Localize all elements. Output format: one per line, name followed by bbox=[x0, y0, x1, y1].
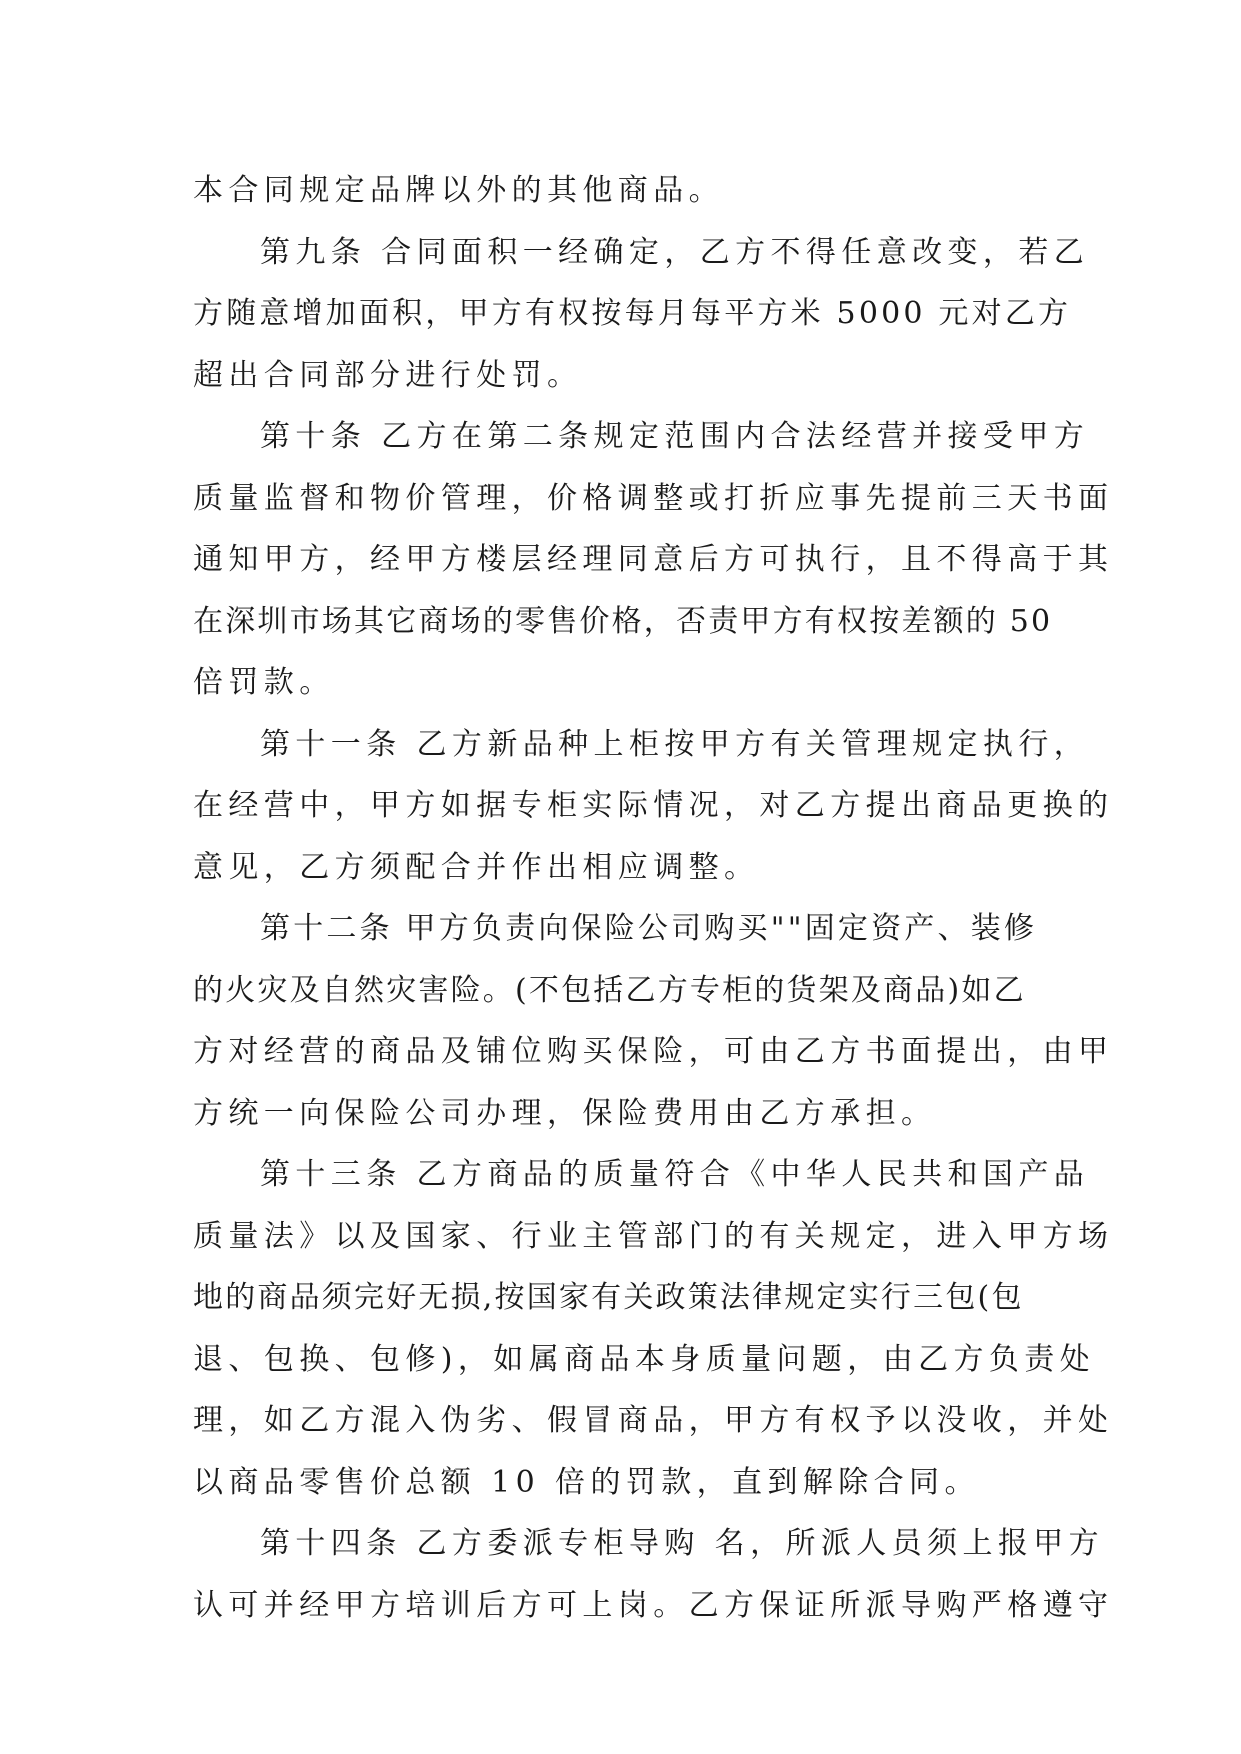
document-body bbox=[193, 160, 1114, 1636]
text-line: 意见，乙方须配合并作出相应调整。 bbox=[193, 849, 760, 885]
text-line: 理，如乙方混入伪劣、假冒商品，甲方有权予以没收，并处 bbox=[193, 1403, 1114, 1438]
article-11-heading-line: 第十一条 乙方新品种上柜按甲方有关管理规定执行， bbox=[260, 726, 1090, 762]
text-line: 质量监督和物价管理，价格调整或打折应事先提前三天书面 bbox=[193, 480, 1114, 516]
text-line: 退、包换、包修)，如属商品本身质量问题，由乙方负责处 bbox=[193, 1341, 1096, 1377]
article-10-heading-line: 第十条 乙方在第二条规定范围内合法经营并接受甲方 bbox=[260, 419, 1090, 454]
text-line: 方对经营的商品及铺位购买保险，可由乙方书面提出，由甲 bbox=[193, 1034, 1114, 1069]
article-14-heading-line: 第十四条 乙方委派专柜导购 名，所派人员须上报甲方 bbox=[260, 1526, 1105, 1561]
article-13-heading-line: 第十三条 乙方商品的质量符合《中华人民共和国产品 bbox=[260, 1157, 1090, 1192]
text-line: 在深圳市场其它商场的零售价格，否责甲方有权按差额的 50 bbox=[193, 603, 1053, 639]
text-line: 倍罚款。 bbox=[193, 665, 335, 700]
text-line: 本合同规定品牌以外的其他商品。 bbox=[193, 173, 724, 208]
article-12-heading-line: 第十二条 甲方负责向保险公司购买""固定资产、装修 bbox=[260, 911, 1038, 946]
text-line: 认可并经甲方培训后方可上岗。乙方保证所派导购严格遵守 bbox=[193, 1587, 1114, 1623]
text-line: 以商品零售价总额 10 倍的罚款，直到解除合同。 bbox=[193, 1464, 980, 1500]
text-line: 地的商品须完好无损,按国家有关政策法律规定实行三包(包 bbox=[193, 1280, 1024, 1315]
article-9-heading-line: 第九条 合同面积一经确定，乙方不得任意改变，若乙 bbox=[260, 234, 1090, 270]
text-line: 方统一向保险公司办理，保险费用由乙方承担。 bbox=[193, 1095, 937, 1131]
text-line: 方随意增加面积，甲方有权按每月每平方米 5000 元对乙方 bbox=[193, 296, 1072, 331]
text-line: 的火灾及自然灾害险。(不包括乙方专柜的货架及商品)如乙 bbox=[193, 972, 1026, 1008]
text-line: 超出合同部分进行处罚。 bbox=[193, 357, 583, 393]
text-line: 质量法》以及国家、行业主管部门的有关规定，进入甲方场 bbox=[193, 1218, 1114, 1254]
text-line: 通知甲方，经甲方楼层经理同意后方可执行，且不得高于其 bbox=[193, 542, 1114, 577]
text-line: 在经营中，甲方如据专柜实际情况，对乙方提出商品更换的 bbox=[193, 788, 1114, 823]
